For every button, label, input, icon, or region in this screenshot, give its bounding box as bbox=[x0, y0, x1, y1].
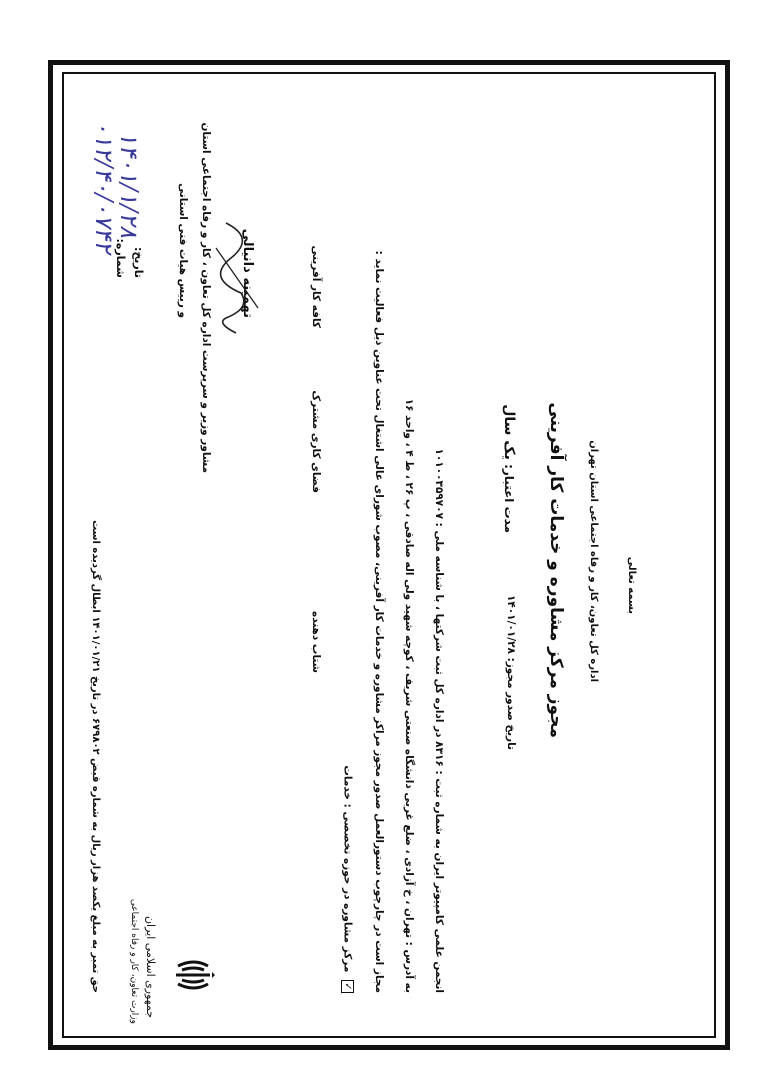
validity-value: یک سال bbox=[501, 404, 517, 460]
body-authorization: مجاز است در چارچوب دستورالعمل صدور مجوز مراکز مشاوره و خدمات کار آفرینی، مصوب شورای عالی اشتغال تحت عناوین ذیل فعالیت نماید : bbox=[373, 250, 385, 993]
bismillah: بسمه تعالی bbox=[626, 556, 637, 614]
letter-number-value: ۰۱۲/۴۰/۰۷۴۲ bbox=[90, 120, 118, 253]
signatory-title-2: و رییس هیات فنی استانی bbox=[177, 183, 189, 318]
iran-emblem-icon bbox=[170, 952, 216, 998]
issue-date bbox=[506, 595, 517, 750]
service-label: مرکز مشاوره در حوزه تخصصی : خدمات bbox=[341, 765, 354, 973]
stamp-fee-note: حق تمبر به مبلغ یکصد هزار ریال به شماره قبض ۶۷۹۸۰۲ در تاریخ ۱۴۰۱/۰۱/۲۱ ابطال گردیده است bbox=[90, 520, 101, 993]
service-checkbox: ✓ bbox=[341, 980, 354, 993]
issue-date-label: تاریخ صدور مجوز: bbox=[505, 657, 517, 750]
letter-date-value: ۱۴۰۱/۱/۲۸ bbox=[115, 131, 143, 238]
validity-label: مدت اعتبار: bbox=[502, 464, 516, 533]
emblem-caption-ministry: وزارت تعاون، کار و رفاه اجتماعی bbox=[129, 898, 139, 1024]
issue-date-value: ۱۴۰۱/۰۱/۲۸ bbox=[505, 594, 517, 654]
signatory-name: تهمینه دانیالی bbox=[240, 228, 255, 318]
body-address: به آدرس : تهران ، خ آزادی ، ضلع غربی دانشگاه صنعتی شریف ، کوچه شهید ولی اله صادقی ، پ ۲۶ ، ط ۴ ، واحد ۱۶ bbox=[403, 398, 415, 993]
option-accelerator: شتاب دهنده bbox=[310, 611, 322, 673]
emblem-caption-country: جمهوری اسلامی ایران bbox=[144, 915, 157, 1018]
page-title: مجوز مرکز مشاوره و خدمات کار آفرینی bbox=[546, 402, 566, 738]
validity bbox=[502, 404, 516, 533]
letter-date-label: تاریخ: bbox=[132, 246, 145, 278]
option-cafe: کافه کار آفرینی bbox=[310, 245, 322, 328]
signatory-title-1: مشاور وزیر و سرپرست اداره کل تعاون ، کار و رفاه اجتماعی استان bbox=[200, 122, 212, 473]
issuing-office: اداره کل تعاون، کار و رفاه اجتماعی استان تهران bbox=[588, 440, 599, 682]
letter-number-label: شماره: bbox=[114, 238, 127, 278]
handwritten-signature bbox=[206, 218, 266, 338]
service-item bbox=[341, 765, 354, 993]
option-coworking: فضای کاری مشترک bbox=[310, 390, 322, 493]
body-registration: انجمن علمی کامپیوتر ایران به شماره ثبت : ۸۳۱۶ در اداره کل ثبت شرکتها ، با شناسه ملی : ۱۰۱۰۰۳۵۹۷۰۷ bbox=[433, 448, 445, 993]
license-document bbox=[62, 72, 716, 1038]
